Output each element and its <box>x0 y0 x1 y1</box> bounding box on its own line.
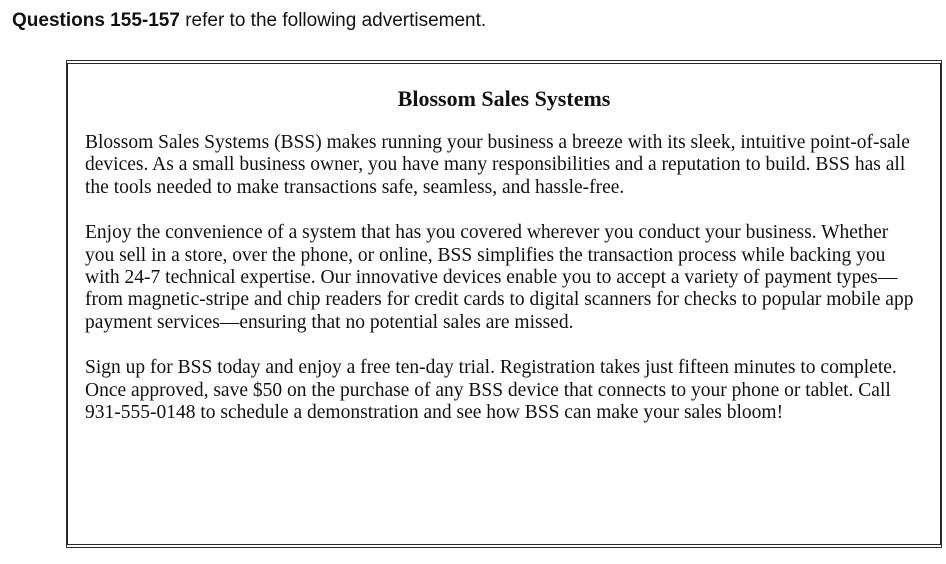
advertisement-box <box>66 60 942 548</box>
question-range: Questions 155-157 <box>12 10 180 31</box>
advertisement-paragraph: Enjoy the convenience of a system that has you covered wherever you conduct your business. Whether you sell in a store, over the phone, or online, BSS simplifies the transaction process while backing you with 24-7 technical expertise. Our innovative devices enable you to accept a variety of payment types—from magnetic-stripe and chip readers for credit cards to digital scanners for checks to popular mobile app payment services—ensuring that no potential sales are missed. <box>85 222 914 333</box>
question-intro: refer to the following advertisement. <box>179 10 487 31</box>
advertisement-paragraph: Blossom Sales Systems (BSS) makes running your business a breeze with its sleek, intuitive point-of-sale devices. As a small business owner, you have many responsibilities and a reputation to build. BSS has all the tools needed to make transactions safe, seamless, and hassle-free. <box>85 132 910 198</box>
advertisement-title: Blossom Sales Systems <box>397 86 611 111</box>
advertisement-paragraph: Sign up for BSS today and enjoy a free ten-day trial. Registration takes just fifteen minutes to complete. Once approved, save $50 on the purchase of any BSS device that connects to your phone or tablet. Call 931-555-0148 to schedule a demonstration and see how BSS can make your sales bloom! <box>85 357 897 424</box>
question-header <box>12 10 486 32</box>
advertisement-body <box>85 132 920 447</box>
